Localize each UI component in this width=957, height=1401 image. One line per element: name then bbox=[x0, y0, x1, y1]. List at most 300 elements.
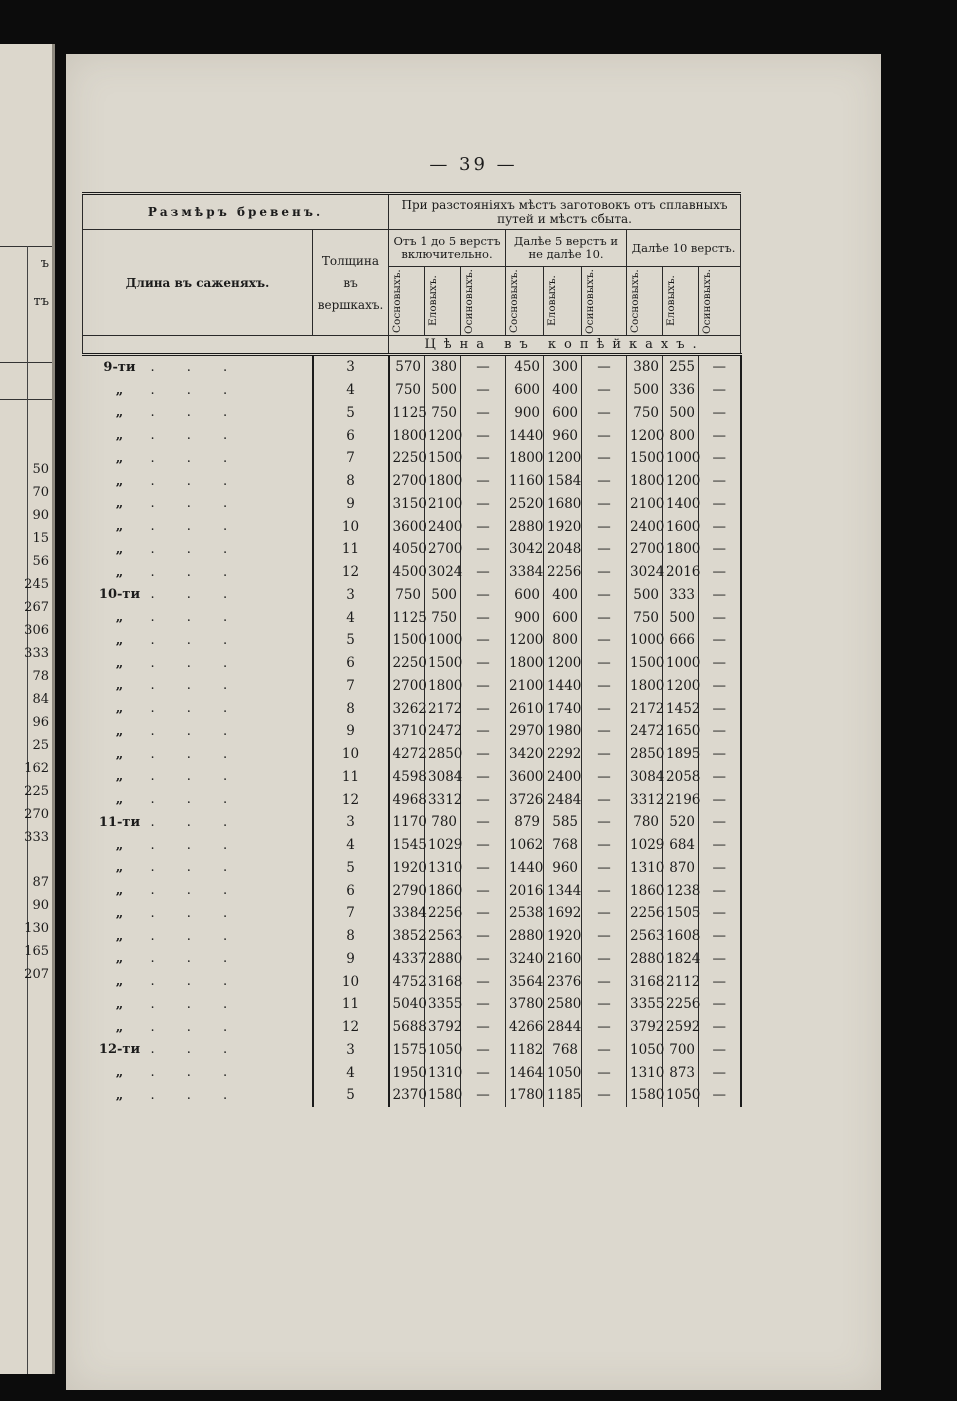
thickness-cell: 8 bbox=[313, 697, 389, 720]
length-cell: „ . . . bbox=[115, 1019, 242, 1035]
thickness-cell: 12 bbox=[313, 788, 389, 811]
price-cell: 2880 bbox=[425, 948, 461, 971]
price-cell: 780 bbox=[627, 811, 663, 834]
table-row bbox=[83, 1039, 741, 1062]
price-cell: — bbox=[582, 993, 627, 1016]
price-cell: 2256 bbox=[663, 993, 699, 1016]
price-cell: — bbox=[699, 1061, 741, 1084]
table-row bbox=[83, 606, 741, 629]
price-cell: 400 bbox=[544, 379, 582, 402]
thickness-cell: 3 bbox=[313, 811, 389, 834]
price-cell: 2058 bbox=[663, 766, 699, 789]
price-cell: 2292 bbox=[544, 743, 582, 766]
price-cell: 2172 bbox=[627, 697, 663, 720]
price-cell: 1500 bbox=[425, 447, 461, 470]
price-cell: 600 bbox=[544, 402, 582, 425]
price-cell: 500 bbox=[663, 606, 699, 629]
price-cell: — bbox=[699, 925, 741, 948]
thickness-cell: 7 bbox=[313, 447, 389, 470]
length-header: Длина въ саженяхъ. bbox=[83, 230, 313, 336]
price-cell: 2100 bbox=[425, 493, 461, 516]
length-cell: „ . . . bbox=[115, 382, 242, 398]
price-cell: 1800 bbox=[425, 470, 461, 493]
price-cell: — bbox=[461, 766, 506, 789]
price-cell: 2880 bbox=[506, 515, 544, 538]
length-cell: „ . . . bbox=[115, 883, 242, 899]
length-cell: „ . . . bbox=[115, 860, 242, 876]
price-cell: 2250 bbox=[389, 652, 425, 675]
thickness-cell: 7 bbox=[313, 902, 389, 925]
left-page-number: 267 bbox=[24, 600, 49, 615]
price-cell: 684 bbox=[663, 834, 699, 857]
thickness-cell: 4 bbox=[313, 1061, 389, 1084]
left-page-number: 306 bbox=[24, 623, 49, 638]
price-cell: — bbox=[582, 948, 627, 971]
length-cell: „ . . . bbox=[115, 632, 242, 648]
table-row bbox=[83, 902, 741, 925]
price-cell: — bbox=[461, 879, 506, 902]
price-cell: 3240 bbox=[506, 948, 544, 971]
table-row bbox=[83, 629, 741, 652]
price-cell: — bbox=[699, 584, 741, 607]
price-cell: 2538 bbox=[506, 902, 544, 925]
price-cell: 4752 bbox=[389, 970, 425, 993]
left-page-number: 96 bbox=[32, 715, 49, 730]
price-cell: — bbox=[582, 652, 627, 675]
price-cell: 2196 bbox=[663, 788, 699, 811]
price-cell: 1950 bbox=[389, 1061, 425, 1084]
price-cell: — bbox=[582, 584, 627, 607]
price-cell: 1029 bbox=[627, 834, 663, 857]
price-cell: — bbox=[699, 379, 741, 402]
price-cell: — bbox=[582, 1039, 627, 1062]
price-cell: 4050 bbox=[389, 538, 425, 561]
price-cell: — bbox=[461, 424, 506, 447]
price-cell: — bbox=[582, 788, 627, 811]
distance-header: При разстояніяхъ мѣстъ заготовокъ отъ сплавныхъ путей и мѣстъ сбыта. bbox=[389, 194, 741, 230]
left-page-number: 130 bbox=[24, 921, 49, 936]
price-cell: — bbox=[699, 857, 741, 880]
price-cell: 1000 bbox=[425, 629, 461, 652]
price-cell: 1920 bbox=[544, 515, 582, 538]
price-table bbox=[82, 192, 740, 1107]
thickness-cell: 8 bbox=[313, 925, 389, 948]
thickness-cell: 9 bbox=[313, 948, 389, 971]
price-cell: 2256 bbox=[627, 902, 663, 925]
length-cell: „ . . . bbox=[115, 701, 242, 717]
thickness-cell: 3 bbox=[313, 1039, 389, 1062]
price-cell: — bbox=[699, 515, 741, 538]
price-cell: 3792 bbox=[627, 1016, 663, 1039]
price-cell: — bbox=[699, 834, 741, 857]
price-cell: 5688 bbox=[389, 1016, 425, 1039]
price-cell: 750 bbox=[389, 584, 425, 607]
price-cell: 3084 bbox=[425, 766, 461, 789]
price-cell: — bbox=[461, 1084, 506, 1107]
price-cell: — bbox=[699, 538, 741, 561]
length-cell: „ . . . bbox=[115, 928, 242, 944]
length-cell: „ . . . bbox=[115, 996, 242, 1012]
thickness-cell: 10 bbox=[313, 970, 389, 993]
price-cell: 879 bbox=[506, 811, 544, 834]
price-cell: 3084 bbox=[627, 766, 663, 789]
price-cell: — bbox=[461, 948, 506, 971]
price-cell: — bbox=[461, 811, 506, 834]
price-cell: 900 bbox=[506, 606, 544, 629]
price-cell: 2592 bbox=[663, 1016, 699, 1039]
price-cell: 1440 bbox=[544, 675, 582, 698]
length-cell: „ . . . bbox=[115, 974, 242, 990]
price-cell: 1800 bbox=[506, 652, 544, 675]
left-page-number: 207 bbox=[24, 967, 49, 982]
price-cell: 2250 bbox=[389, 447, 425, 470]
price-cell: 2370 bbox=[389, 1084, 425, 1107]
price-cell: — bbox=[461, 629, 506, 652]
book-page bbox=[66, 54, 881, 1390]
thickness-cell: 6 bbox=[313, 424, 389, 447]
table-row bbox=[83, 402, 741, 425]
price-cell: 4968 bbox=[389, 788, 425, 811]
price-cell: 3384 bbox=[506, 561, 544, 584]
price-cell: — bbox=[582, 766, 627, 789]
table-row bbox=[83, 515, 741, 538]
price-cell: 768 bbox=[544, 834, 582, 857]
price-cell: — bbox=[461, 993, 506, 1016]
price-cell: — bbox=[699, 1039, 741, 1062]
price-cell: 873 bbox=[663, 1061, 699, 1084]
thickness-cell: 4 bbox=[313, 379, 389, 402]
price-cell: — bbox=[461, 1016, 506, 1039]
price-cell: 1800 bbox=[627, 675, 663, 698]
price-cell: 768 bbox=[544, 1039, 582, 1062]
price-cell: 1029 bbox=[425, 834, 461, 857]
wood-type-header: Сосновыхъ. bbox=[389, 267, 425, 336]
price-cell: — bbox=[461, 515, 506, 538]
price-cell: — bbox=[699, 948, 741, 971]
left-page-number: 25 bbox=[32, 738, 49, 753]
table-row bbox=[83, 1061, 741, 1084]
thickness-cell: 11 bbox=[313, 538, 389, 561]
price-cell: 3710 bbox=[389, 720, 425, 743]
price-cell: 2472 bbox=[627, 720, 663, 743]
thickness-cell: 12 bbox=[313, 561, 389, 584]
price-cell: 1310 bbox=[425, 1061, 461, 1084]
thickness-cell: 10 bbox=[313, 515, 389, 538]
thickness-cell: 6 bbox=[313, 652, 389, 675]
length-cell: „ . . . bbox=[115, 450, 242, 466]
price-cell: 2112 bbox=[663, 970, 699, 993]
table-row bbox=[83, 834, 741, 857]
price-cell: 1500 bbox=[425, 652, 461, 675]
price-cell: 750 bbox=[425, 402, 461, 425]
price-cell: — bbox=[699, 902, 741, 925]
price-cell: 3262 bbox=[389, 697, 425, 720]
price-cell: — bbox=[461, 1061, 506, 1084]
price-cell: 800 bbox=[544, 629, 582, 652]
price-cell: — bbox=[582, 925, 627, 948]
price-cell: 2700 bbox=[389, 675, 425, 698]
price-cell: — bbox=[582, 1016, 627, 1039]
price-cell: 1200 bbox=[425, 424, 461, 447]
price-cell: 3852 bbox=[389, 925, 425, 948]
price-cell: 2160 bbox=[544, 948, 582, 971]
thickness-cell: 4 bbox=[313, 834, 389, 857]
price-cell: 600 bbox=[544, 606, 582, 629]
table-row bbox=[83, 811, 741, 834]
price-cell: — bbox=[461, 402, 506, 425]
thickness-cell: 10 bbox=[313, 743, 389, 766]
left-page-number: 270 bbox=[24, 807, 49, 822]
price-cell: — bbox=[699, 402, 741, 425]
distance-group-2: Далѣе 5 верстъ и не далѣе 10. bbox=[506, 230, 627, 267]
price-cell: 1200 bbox=[506, 629, 544, 652]
table-row bbox=[83, 424, 741, 447]
price-cell: 2880 bbox=[506, 925, 544, 948]
price-cell: — bbox=[582, 811, 627, 834]
price-cell: 3600 bbox=[506, 766, 544, 789]
price-cell: 3024 bbox=[425, 561, 461, 584]
length-cell: „ . . . bbox=[115, 792, 242, 808]
price-cell: — bbox=[699, 629, 741, 652]
price-cell: 1800 bbox=[389, 424, 425, 447]
price-cell: 4337 bbox=[389, 948, 425, 971]
price-cell: — bbox=[699, 788, 741, 811]
price-cell: 1310 bbox=[425, 857, 461, 880]
price-cell: — bbox=[461, 447, 506, 470]
price-cell: — bbox=[461, 697, 506, 720]
price-cell: — bbox=[699, 493, 741, 516]
price-cell: 1500 bbox=[627, 447, 663, 470]
price-cell: 500 bbox=[627, 584, 663, 607]
left-page-number: 333 bbox=[24, 646, 49, 661]
price-cell: 570 bbox=[389, 355, 425, 379]
price-cell: 1344 bbox=[544, 879, 582, 902]
left-page-number: ъ bbox=[40, 256, 49, 271]
price-cell: 1182 bbox=[506, 1039, 544, 1062]
distance-group-3: Далѣе 10 верстъ. bbox=[627, 230, 741, 267]
table-row bbox=[83, 470, 741, 493]
price-cell: 333 bbox=[663, 584, 699, 607]
price-cell: 1505 bbox=[663, 902, 699, 925]
price-cell: 1200 bbox=[663, 470, 699, 493]
price-cell: 1062 bbox=[506, 834, 544, 857]
left-page-number: 165 bbox=[24, 944, 49, 959]
table-row bbox=[83, 561, 741, 584]
wood-type-header: Еловыхъ. bbox=[544, 267, 582, 336]
left-page-number: 90 bbox=[32, 508, 49, 523]
left-page-number: 245 bbox=[24, 577, 49, 592]
price-cell: 1920 bbox=[389, 857, 425, 880]
price-cell: — bbox=[582, 834, 627, 857]
price-cell: 3792 bbox=[425, 1016, 461, 1039]
price-cell: — bbox=[699, 879, 741, 902]
price-cell: 2100 bbox=[627, 493, 663, 516]
thickness-cell: 9 bbox=[313, 720, 389, 743]
unit-label: Цѣна въ копѣйкахъ. bbox=[389, 336, 741, 355]
price-cell: — bbox=[582, 697, 627, 720]
table-row bbox=[83, 993, 741, 1016]
price-cell: 255 bbox=[663, 355, 699, 379]
price-cell: 2700 bbox=[389, 470, 425, 493]
price-cell: 380 bbox=[627, 355, 663, 379]
price-cell: — bbox=[461, 538, 506, 561]
thickness-cell: 7 bbox=[313, 675, 389, 698]
price-cell: 2016 bbox=[506, 879, 544, 902]
price-cell: 520 bbox=[663, 811, 699, 834]
table-row bbox=[83, 493, 741, 516]
wood-type-header: Осиновыхъ. bbox=[461, 267, 506, 336]
length-cell: „ . . . bbox=[115, 769, 242, 785]
length-cell: 11-ти . . . bbox=[98, 814, 242, 830]
distance-group-1: Отъ 1 до 5 верстъ включительно. bbox=[389, 230, 506, 267]
price-cell: — bbox=[699, 720, 741, 743]
price-cell: 3780 bbox=[506, 993, 544, 1016]
price-cell: 450 bbox=[506, 355, 544, 379]
table-row bbox=[83, 697, 741, 720]
left-page-number: 15 bbox=[32, 531, 49, 546]
price-cell: 2563 bbox=[627, 925, 663, 948]
price-cell: 500 bbox=[425, 379, 461, 402]
price-cell: 3384 bbox=[389, 902, 425, 925]
price-cell: — bbox=[699, 1084, 741, 1107]
length-cell: „ . . . bbox=[115, 723, 242, 739]
price-cell: — bbox=[699, 652, 741, 675]
price-cell: 2472 bbox=[425, 720, 461, 743]
thickness-cell: 5 bbox=[313, 402, 389, 425]
price-cell: 3168 bbox=[627, 970, 663, 993]
price-cell: 750 bbox=[627, 402, 663, 425]
price-cell: 1125 bbox=[389, 402, 425, 425]
price-cell: 1600 bbox=[663, 515, 699, 538]
price-cell: 1200 bbox=[544, 447, 582, 470]
price-cell: 1125 bbox=[389, 606, 425, 629]
length-cell: „ . . . bbox=[115, 655, 242, 671]
table-row bbox=[83, 355, 741, 379]
price-cell: — bbox=[582, 1061, 627, 1084]
price-cell: — bbox=[461, 652, 506, 675]
length-cell: „ . . . bbox=[115, 1087, 242, 1103]
price-cell: 750 bbox=[425, 606, 461, 629]
left-page-number: 78 bbox=[32, 669, 49, 684]
price-cell: 2580 bbox=[544, 993, 582, 1016]
price-cell: — bbox=[699, 993, 741, 1016]
price-cell: 960 bbox=[544, 857, 582, 880]
price-cell: 1780 bbox=[506, 1084, 544, 1107]
price-cell: 2256 bbox=[544, 561, 582, 584]
price-cell: 750 bbox=[389, 379, 425, 402]
price-cell: — bbox=[582, 402, 627, 425]
price-cell: 1200 bbox=[663, 675, 699, 698]
wood-type-header: Еловыхъ. bbox=[425, 267, 461, 336]
price-cell: 3600 bbox=[389, 515, 425, 538]
left-page-number: тъ bbox=[33, 294, 49, 309]
price-cell: — bbox=[582, 493, 627, 516]
wood-type-header: Сосновыхъ. bbox=[506, 267, 544, 336]
price-cell: 1452 bbox=[663, 697, 699, 720]
price-cell: 3312 bbox=[627, 788, 663, 811]
price-cell: 2376 bbox=[544, 970, 582, 993]
length-cell: „ . . . bbox=[115, 678, 242, 694]
price-cell: 500 bbox=[627, 379, 663, 402]
price-cell: — bbox=[461, 470, 506, 493]
length-cell: 9-ти . . . bbox=[103, 359, 242, 375]
table-row bbox=[83, 675, 741, 698]
price-cell: 1464 bbox=[506, 1061, 544, 1084]
price-cell: 1160 bbox=[506, 470, 544, 493]
price-cell: 3150 bbox=[389, 493, 425, 516]
price-cell: 380 bbox=[425, 355, 461, 379]
price-cell: 1200 bbox=[627, 424, 663, 447]
price-cell: — bbox=[461, 788, 506, 811]
price-cell: 600 bbox=[506, 584, 544, 607]
table-row bbox=[83, 925, 741, 948]
left-page-number: 56 bbox=[32, 554, 49, 569]
thickness-cell: 3 bbox=[313, 355, 389, 379]
price-cell: 1575 bbox=[389, 1039, 425, 1062]
price-cell: — bbox=[582, 447, 627, 470]
left-page-number: 84 bbox=[32, 692, 49, 707]
table-row bbox=[83, 743, 741, 766]
price-cell: 585 bbox=[544, 811, 582, 834]
price-cell: — bbox=[699, 697, 741, 720]
price-cell: 1740 bbox=[544, 697, 582, 720]
table-row bbox=[83, 584, 741, 607]
price-cell: — bbox=[699, 355, 741, 379]
length-cell: „ . . . bbox=[115, 428, 242, 444]
length-cell: „ . . . bbox=[115, 1065, 242, 1081]
price-cell: — bbox=[699, 606, 741, 629]
price-cell: — bbox=[461, 970, 506, 993]
length-cell: „ . . . bbox=[115, 496, 242, 512]
price-cell: 1185 bbox=[544, 1084, 582, 1107]
left-page-number: 50 bbox=[32, 462, 49, 477]
price-cell: 2100 bbox=[506, 675, 544, 698]
price-cell: 1692 bbox=[544, 902, 582, 925]
price-cell: 900 bbox=[506, 402, 544, 425]
price-cell: 1608 bbox=[663, 925, 699, 948]
price-cell: — bbox=[461, 561, 506, 584]
price-cell: 600 bbox=[506, 379, 544, 402]
price-cell: — bbox=[699, 811, 741, 834]
price-cell: 1584 bbox=[544, 470, 582, 493]
price-cell: 1860 bbox=[425, 879, 461, 902]
price-cell: 1500 bbox=[627, 652, 663, 675]
price-cell: 1440 bbox=[506, 857, 544, 880]
length-cell: „ . . . bbox=[115, 564, 242, 580]
price-cell: 870 bbox=[663, 857, 699, 880]
thickness-cell: 11 bbox=[313, 766, 389, 789]
table-row bbox=[83, 1084, 741, 1107]
price-cell: — bbox=[582, 1084, 627, 1107]
price-cell: 1310 bbox=[627, 1061, 663, 1084]
price-cell: — bbox=[582, 379, 627, 402]
price-cell: 3168 bbox=[425, 970, 461, 993]
length-cell: „ . . . bbox=[115, 405, 242, 421]
price-cell: — bbox=[699, 970, 741, 993]
price-cell: 800 bbox=[663, 424, 699, 447]
price-cell: 2016 bbox=[663, 561, 699, 584]
price-cell: 1050 bbox=[425, 1039, 461, 1062]
price-cell: 3042 bbox=[506, 538, 544, 561]
length-cell: „ . . . bbox=[115, 951, 242, 967]
price-cell: 500 bbox=[425, 584, 461, 607]
price-cell: 1860 bbox=[627, 879, 663, 902]
price-cell: 400 bbox=[544, 584, 582, 607]
table-row bbox=[83, 379, 741, 402]
price-cell: — bbox=[582, 720, 627, 743]
table-row bbox=[83, 879, 741, 902]
left-page-number: 333 bbox=[24, 830, 49, 845]
